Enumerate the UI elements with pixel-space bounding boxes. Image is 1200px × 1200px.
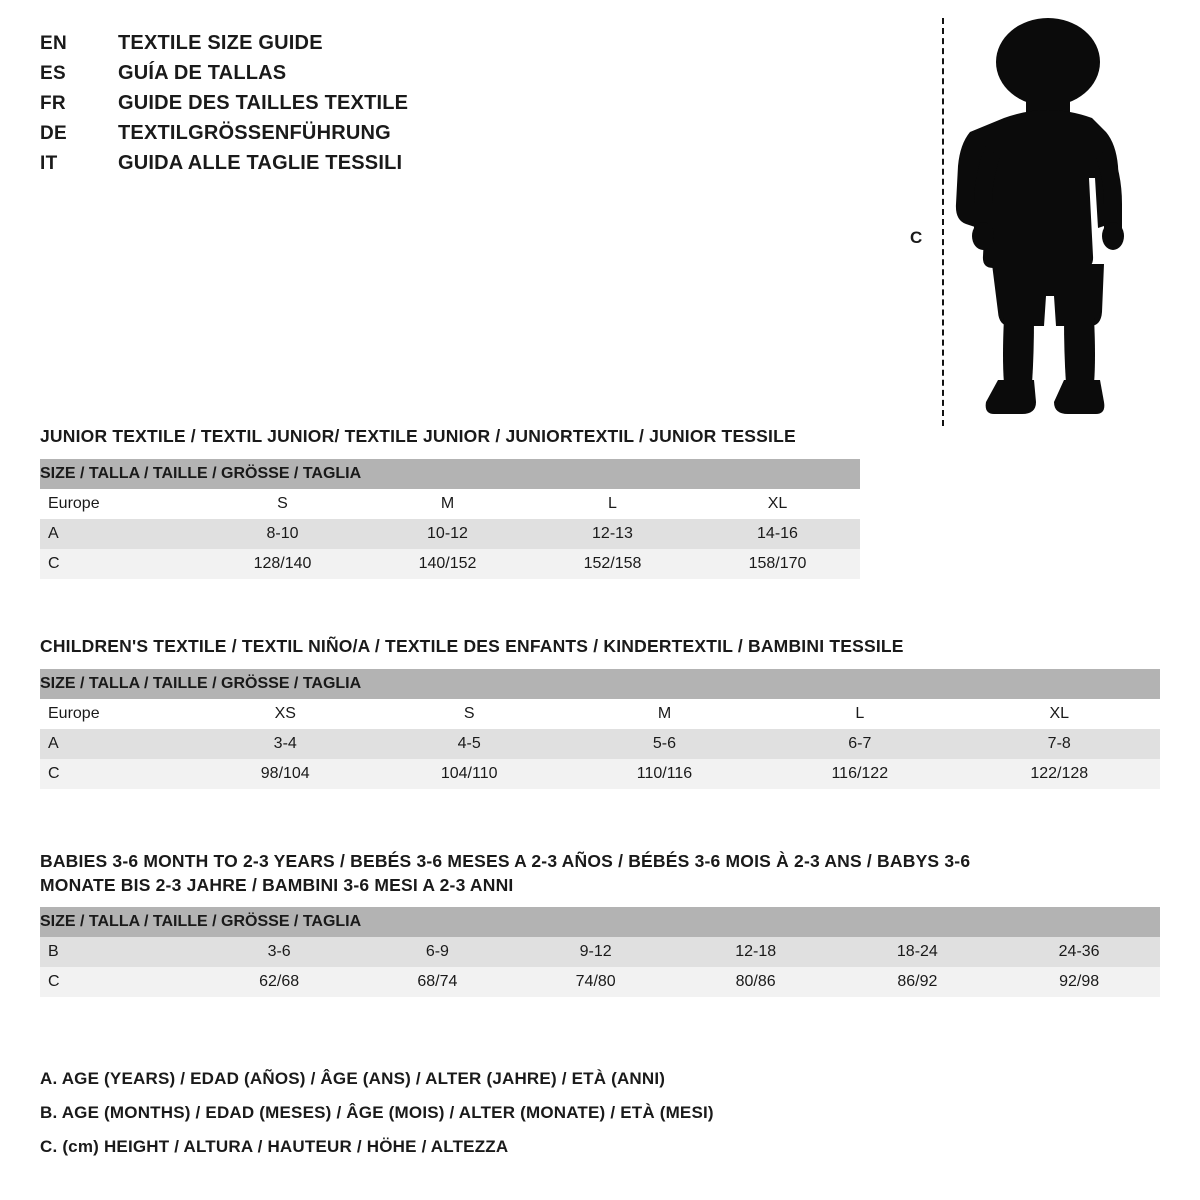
table-cell: XS [200, 699, 370, 729]
height-dashed-line [942, 18, 944, 426]
table-cell: S [200, 489, 365, 519]
language-row [40, 122, 560, 152]
language-title: GUÍA DE TALLAS [118, 62, 287, 84]
row-label: C [40, 549, 200, 579]
table-cell: M [365, 489, 530, 519]
table-cell: 152/158 [530, 549, 695, 579]
row-label: B [40, 937, 200, 967]
legend-line-b: B. AGE (MONTHS) / EDAD (MESES) / ÂGE (MOIS) / ALTER (MONATE) / ETÀ (MESI) [40, 1103, 714, 1122]
child-silhouette-icon [948, 14, 1148, 426]
language-row [40, 92, 560, 122]
table-row [40, 519, 860, 549]
table-row [40, 489, 860, 519]
section-title: BABIES 3-6 MONTH TO 2-3 YEARS / BEBÉS 3-6 MESES A 2-3 AÑOS / BÉBÉS 3-6 MOIS À 2-3 ANS / BABYS 3-6 MONATE BIS 2-3 JAHRE / BAMBINI 3-6 MESI A 2-3 ANNI [40, 851, 971, 895]
table-header-row [40, 459, 860, 489]
table-cell: 4-5 [370, 729, 567, 759]
row-label: C [40, 759, 200, 789]
table-cell: L [761, 699, 958, 729]
language-code: ES [40, 63, 66, 84]
row-label: A [40, 519, 200, 549]
height-figure [900, 10, 1160, 430]
row-label: Europe [40, 699, 200, 729]
row-label: A [40, 729, 200, 759]
section-junior [40, 425, 1160, 579]
table-cell: XL [958, 699, 1160, 729]
table-cell: 110/116 [568, 759, 761, 789]
language-row [40, 32, 560, 62]
table-cell: 80/86 [675, 967, 837, 997]
table-cell: 3-4 [200, 729, 370, 759]
table-cell: 116/122 [761, 759, 958, 789]
table-cell: L [530, 489, 695, 519]
table-cell: 9-12 [517, 937, 675, 967]
table-cell: 18-24 [837, 937, 999, 967]
legend-line-c: C. (cm) HEIGHT / ALTURA / HAUTEUR / HÖHE / ALTEZZA [40, 1137, 509, 1156]
table-cell: 68/74 [358, 967, 516, 997]
table-cell: 128/140 [200, 549, 365, 579]
table-cell: 74/80 [517, 967, 675, 997]
language-code: EN [40, 33, 67, 54]
language-title: TEXTILE SIZE GUIDE [118, 32, 323, 54]
table-cell: 122/128 [958, 759, 1160, 789]
language-code: IT [40, 153, 58, 174]
table-row [40, 759, 1160, 789]
legend-line-a: A. AGE (YEARS) / EDAD (AÑOS) / ÂGE (ANS) / ALTER (JAHRE) / ETÀ (ANNI) [40, 1069, 666, 1088]
section-babies [40, 850, 1160, 997]
table-cell: 5-6 [568, 729, 761, 759]
table-header-row [40, 907, 1160, 937]
table-row [40, 967, 1160, 997]
language-title: GUIDE DES TAILLES TEXTILE [118, 92, 409, 114]
table-header-row [40, 669, 1160, 699]
language-title-block [40, 32, 560, 182]
section-title: CHILDREN'S TEXTILE / TEXTIL NIÑO/A / TEXTILE DES ENFANTS / KINDERTEXTIL / BAMBINI TESSILE [40, 636, 904, 656]
row-label: C [40, 967, 200, 997]
children-size-table [40, 669, 1160, 789]
table-row [40, 729, 1160, 759]
table-cell: 14-16 [695, 519, 860, 549]
table-cell: 12-13 [530, 519, 695, 549]
table-cell: 6-9 [358, 937, 516, 967]
table-cell: 62/68 [200, 967, 358, 997]
language-row [40, 152, 560, 182]
table-cell: 98/104 [200, 759, 370, 789]
language-code: DE [40, 123, 67, 144]
table-cell: 140/152 [365, 549, 530, 579]
table-cell: 86/92 [837, 967, 999, 997]
table-cell: 6-7 [761, 729, 958, 759]
section-children [40, 635, 1160, 789]
table-cell: 10-12 [365, 519, 530, 549]
table-cell: 7-8 [958, 729, 1160, 759]
table-cell: 8-10 [200, 519, 365, 549]
table-cell: 92/98 [998, 967, 1160, 997]
table-cell: 12-18 [675, 937, 837, 967]
junior-size-table [40, 459, 860, 579]
table-header-label: SIZE / TALLA / TAILLE / GRÖSSE / TAGLIA [40, 459, 860, 489]
table-row [40, 937, 1160, 967]
table-cell: 158/170 [695, 549, 860, 579]
table-row [40, 699, 1160, 729]
table-cell: M [568, 699, 761, 729]
table-cell: 24-36 [998, 937, 1160, 967]
table-cell: 3-6 [200, 937, 358, 967]
section-title: JUNIOR TEXTILE / TEXTIL JUNIOR/ TEXTILE JUNIOR / JUNIORTEXTIL / JUNIOR TESSILE [40, 426, 796, 446]
table-header-label: SIZE / TALLA / TAILLE / GRÖSSE / TAGLIA [40, 669, 1160, 699]
language-title: GUIDA ALLE TAGLIE TESSILI [118, 152, 403, 174]
language-title: TEXTILGRÖSSENFÜHRUNG [118, 122, 391, 144]
table-header-label: SIZE / TALLA / TAILLE / GRÖSSE / TAGLIA [40, 907, 1160, 937]
row-label: Europe [40, 489, 200, 519]
table-cell: XL [695, 489, 860, 519]
table-row [40, 549, 860, 579]
language-row [40, 62, 560, 92]
table-cell: 104/110 [370, 759, 567, 789]
height-measure-label: C [910, 228, 923, 247]
legend-block [40, 1070, 1140, 1172]
table-cell: S [370, 699, 567, 729]
language-code: FR [40, 93, 66, 114]
babies-size-table [40, 907, 1160, 997]
